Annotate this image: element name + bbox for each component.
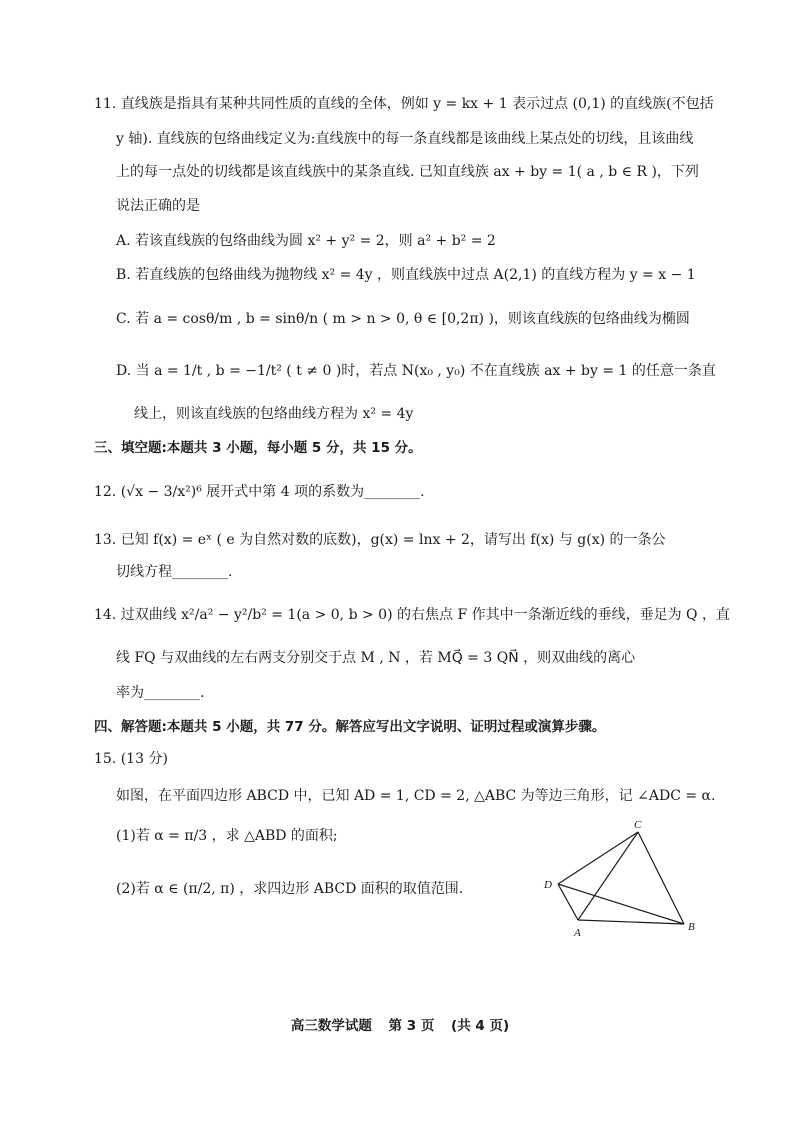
q13-line-2: 切线方程________.	[116, 564, 233, 580]
q11-line-4: 说法正确的是	[116, 198, 200, 214]
page-footer	[0, 1014, 800, 1034]
edge-ba	[578, 920, 684, 924]
q15-header: 15. (13 分)	[94, 751, 168, 767]
q14-line-1: 14. 过双曲线 x²/a² − y²/b² = 1(a > 0, b > 0) 的右焦点 F 作其中一条渐近线的垂线，垂足为 Q ，直	[94, 607, 730, 623]
edge-dc	[558, 832, 638, 884]
q11-line-2: y 轴). 直线族的包络曲线定义为:直线族中的每一条直线都是该曲线上某点处的切线，且该曲线	[116, 131, 694, 147]
footer-page: 第 3 页	[388, 1018, 435, 1034]
q11-option-c: C. 若 a = cosθ/m , b = sinθ/n ( m > n > 0, θ ∈ [0,2π) )，则该直线族的包络曲线为椭圆	[116, 311, 690, 327]
q11-line-1: 11. 直线族是指具有某种共同性质的直线的全体，例如 y = kx + 1 表示过点 (0,1) 的直线族(不包括	[94, 96, 714, 112]
q11-option-b: B. 若直线族的包络曲线为抛物线 x² = 4y ，则直线族中过点 A(2,1) 的直线方程为 y = x − 1	[116, 267, 696, 283]
label-d: D	[544, 879, 552, 891]
q11-option-d-line-1: D. 当 a = 1/t , b = −1/t² ( t ≠ 0 )时，若点 N(x₀ , y₀) 不在直线族 ax + by = 1 的任意一条直	[116, 363, 716, 379]
label-a: A	[574, 927, 581, 939]
q11-line-3: 上的每一点处的切线都是该直线族中的某条直线. 已知直线族 ax + by = 1( a , b ∈ R )，下列	[116, 164, 699, 180]
label-b: B	[688, 921, 695, 933]
q11-option-a: A. 若该直线族的包络曲线为圆 x² + y² = 2，则 a² + b² = 2	[116, 233, 496, 249]
quadrilateral-figure	[536, 818, 716, 948]
footer-total: (共 4 页)	[451, 1018, 510, 1034]
footer-title: 高三数学试题	[290, 1018, 372, 1034]
label-c: C	[634, 819, 642, 831]
section-4-heading: 四、解答题:本题共 5 小题，共 77 分。解答应写出文字说明、证明过程或演算步骤。	[94, 719, 606, 735]
q15-part-1: (1)若 α = π/3 ，求 △ABD 的面积;	[116, 828, 338, 844]
section-3-heading: 三、填空题:本题共 3 小题，每小题 5 分，共 15 分。	[94, 440, 422, 456]
q13-line-1: 13. 已知 f(x) = eˣ ( e 为自然对数的底数)，g(x) = lnx + 2，请写出 f(x) 与 g(x) 的一条公	[94, 532, 666, 548]
q12-text: 12. (√x − 3/x²)⁶ 展开式中第 4 项的系数为________.	[94, 484, 425, 500]
q11-option-d-line-2: 线上，则该直线族的包络曲线方程为 x² = 4y	[134, 406, 414, 422]
q15-part-2: (2)若 α ∈ (π/2, π) ，求四边形 ABCD 面积的取值范围.	[116, 881, 464, 897]
q14-line-3: 率为________.	[116, 685, 205, 701]
q15-stem: 如图，在平面四边形 ABCD 中，已知 AD = 1, CD = 2, △ABC 为等边三角形，记 ∠ADC = α.	[116, 788, 716, 804]
q14-line-2: 线 FQ 与双曲线的左右两支分别交于点 M , N ，若 MQ⃗ = 3 QN⃗ ，则双曲线的离心	[116, 650, 636, 666]
edge-cb	[638, 832, 684, 924]
